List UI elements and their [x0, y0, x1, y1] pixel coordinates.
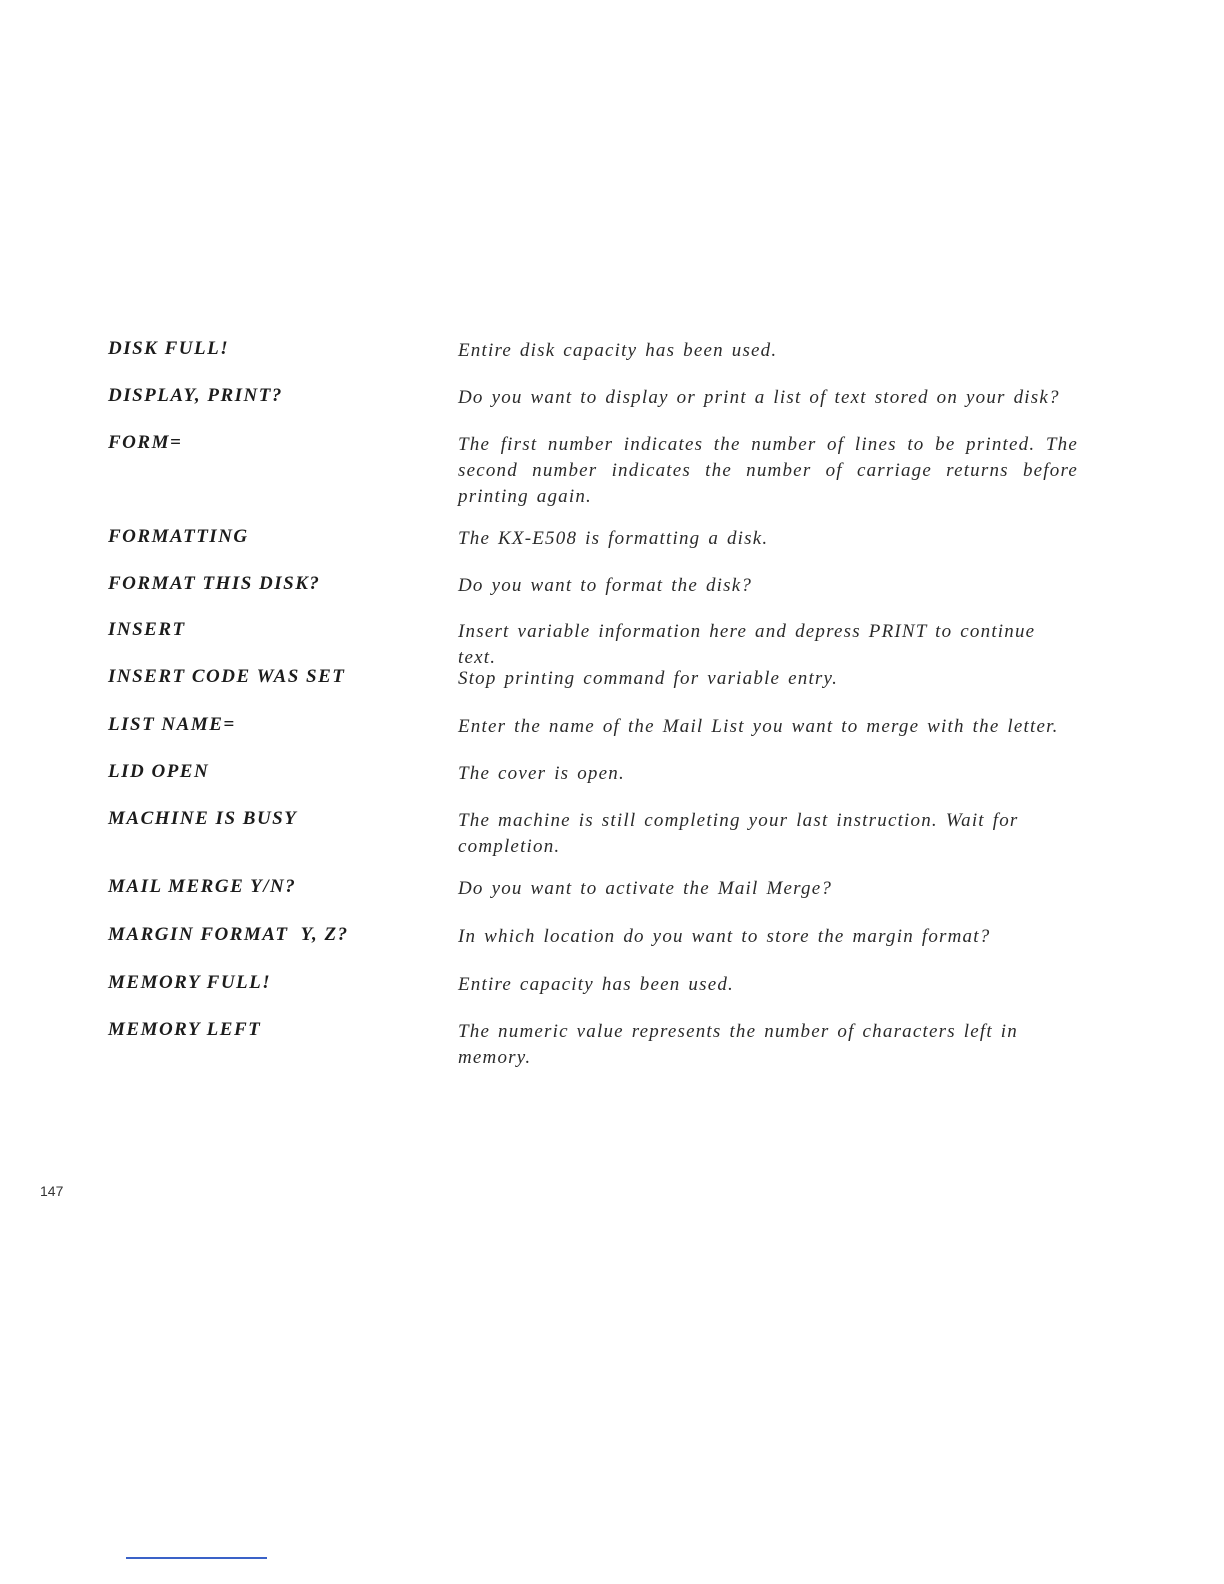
- message-description: Stop printing command for variable entry.: [458, 668, 839, 689]
- message-term: INSERT: [108, 619, 186, 640]
- message-term: INSERT CODE WAS SET: [108, 666, 346, 687]
- message-term: DISK FULL!: [108, 338, 230, 359]
- message-term: LID OPEN: [108, 761, 210, 782]
- message-description: Do you want to activate the Mail Merge?: [458, 878, 833, 899]
- message-term: FORMATTING: [108, 526, 249, 547]
- message-term: FORMAT THIS DISK?: [108, 573, 321, 594]
- message-description: Entire disk capacity has been used.: [458, 340, 778, 361]
- message-description: The machine is still completing your last instruction. Wait for completion.: [458, 810, 1019, 857]
- message-term: MEMORY LEFT: [108, 1019, 262, 1040]
- message-term: MAIL MERGE Y/N?: [108, 876, 297, 897]
- message-term: MACHINE IS BUSY: [108, 808, 298, 829]
- message-description: Do you want to display or print a list of text stored on your disk?: [458, 387, 1060, 408]
- message-description: The cover is open.: [458, 763, 625, 784]
- footer-rule: [126, 1557, 267, 1559]
- message-term: MARGIN FORMAT Y, Z?: [108, 924, 349, 945]
- message-term: DISPLAY, PRINT?: [108, 385, 283, 406]
- page-number: 147: [40, 1183, 64, 1199]
- message-term: MEMORY FULL!: [108, 972, 272, 993]
- message-term: FORM=: [108, 432, 183, 453]
- message-description: The numeric value represents the number of characters left in memory.: [458, 1021, 1018, 1068]
- message-description: The KX-E508 is formatting a disk.: [458, 528, 769, 549]
- message-description: Do you want to format the disk?: [458, 575, 753, 596]
- message-description: Entire capacity has been used.: [458, 974, 734, 995]
- message-description: In which location do you want to store the margin format?: [458, 926, 991, 947]
- message-description: The first number indicates the number of lines to be printed. The second number indicates the number of carriage returns before printing again.: [458, 434, 1078, 507]
- message-term: LIST NAME=: [108, 714, 236, 735]
- message-description: Insert variable information here and depress PRINT to continue text.: [458, 621, 1036, 668]
- message-description: Enter the name of the Mail List you want to merge with the letter.: [458, 716, 1059, 737]
